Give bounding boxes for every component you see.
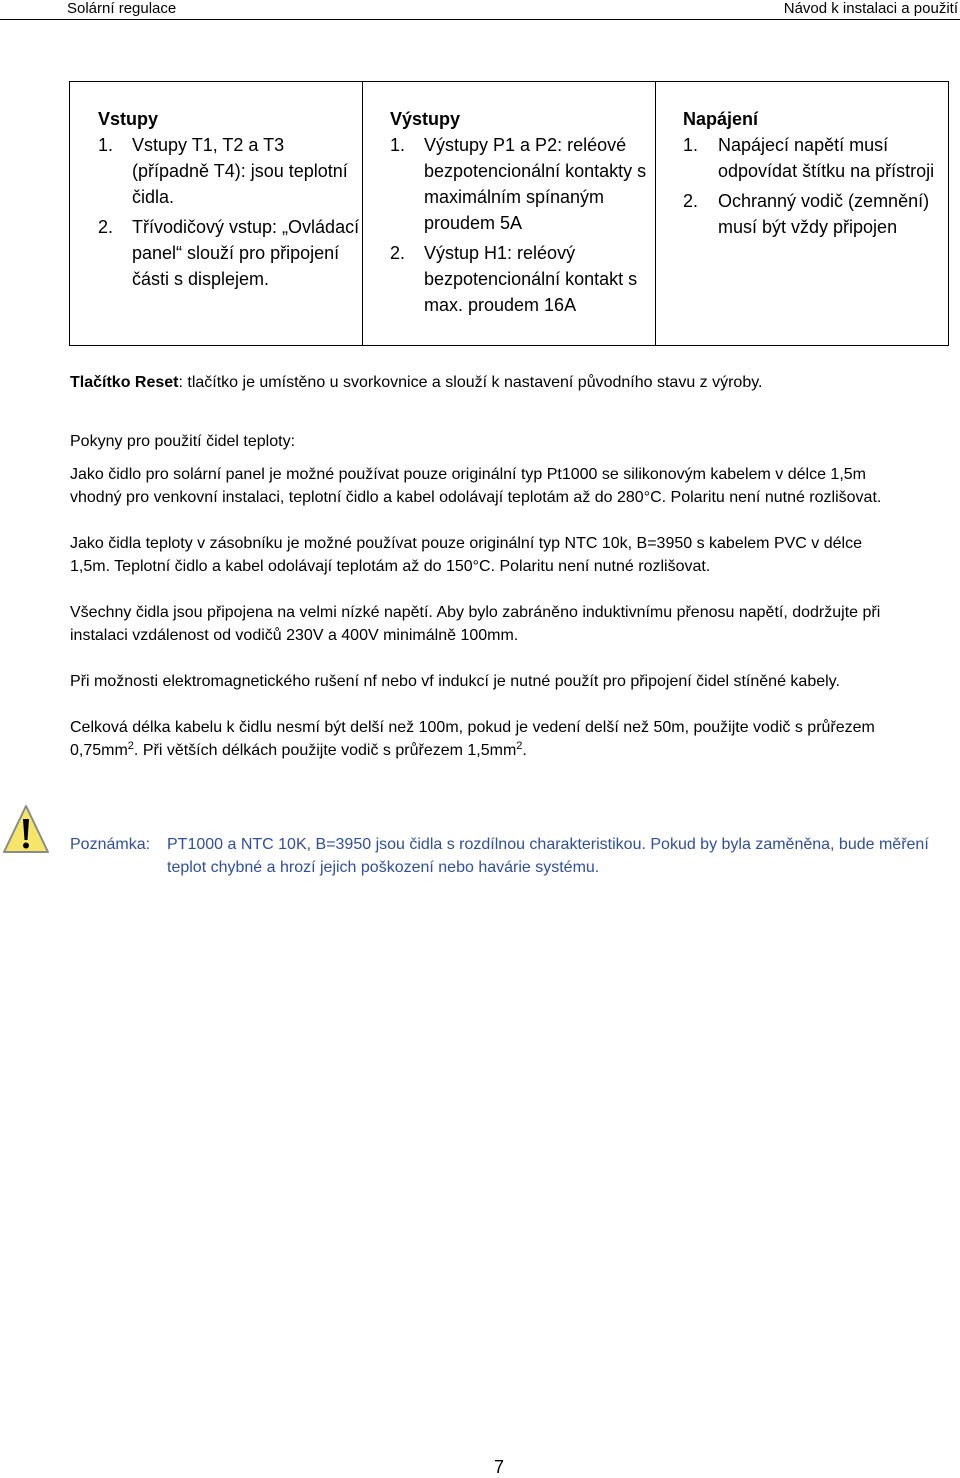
note-text: PT1000 a NTC 10K, B=3950 jsou čidla s rozdílnou charakteristikou. Pokud by byla zaměněna, bude měření teplot chybné a hrozí jejich poškození nebo havárie systému. — [167, 836, 929, 876]
list-text: Napájecí napětí musí odpovídat štítku na přístroji — [718, 135, 935, 181]
p5-part-b: . Při větších délkách použijte vodič s průřezem 1,5mm — [133, 742, 517, 759]
sensors-paragraph-1: Jako čidlo pro solární panel je možné používat pouze originální typ Pt1000 se silikonovým kabelem v délce 1,5m vhodný pro venkovní instalaci, teplotní čidlo a kabel odolávají teplotám až do 280°C. Polaritu není nutné rozlišovat. — [70, 466, 882, 506]
page-header — [0, 0, 960, 20]
power-list — [683, 132, 948, 240]
list-item — [683, 188, 948, 240]
superscript: 2 — [516, 740, 523, 752]
header-rule — [0, 19, 960, 20]
reset-paragraph — [70, 371, 900, 394]
page-number: 7 — [493, 1457, 504, 1477]
outputs-list — [390, 132, 655, 318]
list-item — [98, 214, 362, 292]
list-item — [98, 132, 362, 210]
inputs-column — [70, 82, 363, 345]
exclamation-triangle-icon — [2, 803, 50, 855]
note-label: Poznámka: — [70, 836, 151, 853]
body-text — [70, 371, 900, 762]
sensors-title: Pokyny pro použití čidel teploty: — [70, 433, 296, 450]
io-table — [69, 81, 949, 346]
power-title: Napájení — [683, 109, 759, 129]
list-number: 2. — [683, 191, 699, 211]
list-number: 1. — [390, 135, 406, 155]
list-text: Výstupy P1 a P2: reléové bezpotencionální kontakty s maximálním spínaným proudem 5A — [424, 135, 647, 233]
p5-part-c: . — [522, 742, 527, 759]
list-text: Výstup H1: reléový bezpotencionální kontakt s max. proudem 16A — [424, 243, 638, 315]
inputs-title: Vstupy — [98, 109, 159, 129]
list-number: 2. — [98, 217, 114, 237]
power-column — [656, 82, 948, 345]
inputs-list — [98, 132, 362, 292]
sensors-paragraph-3: Všechny čidla jsou připojena na velmi nízké napětí. Aby bylo zabráněno induktivnímu přenosu napětí, dodržujte při instalaci vzdálenost od vodičů 230V a 400V minimálně 100mm. — [70, 604, 881, 644]
sensors-paragraph-5 — [70, 716, 900, 762]
list-item — [390, 132, 655, 236]
superscript: 2 — [127, 740, 134, 752]
header-left: Solární regulace — [67, 0, 177, 17]
note — [70, 833, 930, 879]
list-item — [683, 132, 948, 184]
list-text: Ochranný vodič (zemnění) musí být vždy připojen — [718, 191, 930, 237]
sensors-paragraph-4: Při možnosti elektromagnetického rušení nf nebo vf indukcí je nutné použít pro připojení čidel stíněné kabely. — [70, 673, 840, 690]
list-number: 2. — [390, 243, 406, 263]
list-number: 1. — [683, 135, 699, 155]
p5-part-a: Celková délka kabelu k čidlu nesmí být delší než 100m, pokud je vedení delší než 50m, použijte vodič s průřezem 0,75mm — [70, 719, 875, 759]
reset-text: : tlačítko je umístěno u svorkovnice a slouží k nastavení původního stavu z výroby. — [178, 374, 763, 391]
reset-label: Tlačítko Reset — [70, 374, 179, 391]
list-text: Třívodičový vstup: „Ovládací panel“ slouží pro připojení části s displejem. — [132, 217, 360, 289]
sensors-paragraph-2: Jako čidla teploty v zásobníku je možné používat pouze originální typ NTC 10k, B=3950 s kabelem PVC v délce 1,5m. Teplotní čidlo a kabel odolávají teplotám až do 150°C. Polaritu není nutné rozlišovat. — [70, 535, 862, 575]
list-item — [390, 240, 655, 318]
header-right: Návod k instalaci a použití — [783, 0, 958, 17]
list-text: Vstupy T1, T2 a T3 (případně T4): jsou teplotní čidla. — [132, 135, 348, 207]
list-number: 1. — [98, 135, 114, 155]
outputs-column — [363, 82, 656, 345]
outputs-title: Výstupy — [390, 109, 461, 129]
